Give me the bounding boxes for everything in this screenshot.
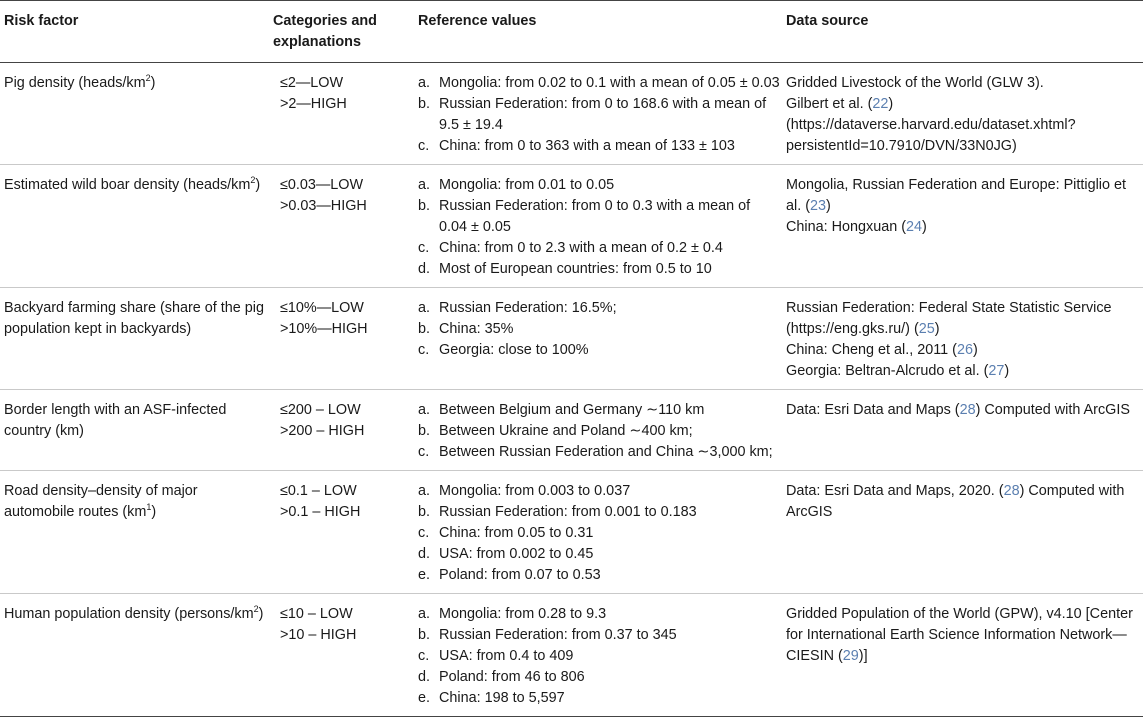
source-line	[786, 481, 1137, 523]
category-line: ≤200 – LOW	[280, 402, 361, 418]
reference-label: b.	[418, 198, 431, 214]
source-line	[786, 73, 1137, 94]
citation-number: 22	[872, 96, 889, 112]
reference-item	[418, 544, 780, 565]
category-line: >10 – HIGH	[280, 627, 357, 643]
source-text-suffix: )]	[858, 648, 868, 664]
reference-label: d.	[418, 546, 431, 562]
reference-label: c.	[418, 342, 430, 358]
category-line: >10%—HIGH	[280, 321, 368, 337]
risk-factor-suffix: )	[255, 177, 261, 193]
reference-label: c.	[418, 240, 430, 256]
citation-number: 23	[810, 198, 827, 214]
reference-item	[418, 421, 780, 442]
reference-label: c.	[418, 525, 430, 541]
table-row	[0, 471, 1143, 594]
source-text-suffix: ) Computed with ArcGIS	[975, 402, 1130, 418]
superscript: 1	[146, 502, 152, 512]
risk-factor-text: Pig density (heads/km	[4, 75, 146, 91]
source-text: Gridded Livestock of the World (GLW 3).	[786, 75, 1044, 91]
table-row	[0, 594, 1143, 717]
reference-label: c.	[418, 648, 430, 664]
reference-label: a.	[418, 402, 431, 418]
citation-number: 26	[956, 342, 973, 358]
reference-item	[418, 175, 780, 196]
table-row	[0, 63, 1143, 165]
table-row	[0, 165, 1143, 288]
source-text: Data: Esri Data and Maps (	[786, 402, 960, 418]
reference-label: b.	[418, 423, 431, 439]
source-text-suffix: )	[922, 219, 927, 235]
risk-factor-cell	[0, 471, 273, 594]
reference-item	[418, 646, 780, 667]
reference-list	[418, 298, 780, 361]
risk-factor-suffix: )	[151, 504, 157, 520]
source-line	[786, 361, 1137, 382]
source-text: Georgia: Beltran-Alcrudo et al. (	[786, 363, 989, 379]
reference-text: Poland: from 46 to 806	[439, 669, 585, 685]
reference-item	[418, 565, 780, 586]
citation-number: 25	[918, 321, 935, 337]
data-source-cell	[786, 63, 1143, 165]
reference-item	[418, 196, 780, 238]
reference-item	[418, 73, 780, 94]
source-line	[786, 298, 1137, 340]
source-text-suffix: )	[934, 321, 940, 337]
reference-list	[418, 400, 780, 463]
table-row	[0, 390, 1143, 471]
reference-text: Georgia: close to 100%	[439, 342, 589, 358]
reference-label: b.	[418, 96, 431, 112]
reference-text: Mongolia: from 0.01 to 0.05	[439, 177, 615, 193]
reference-label: b.	[418, 321, 431, 337]
table-header	[0, 1, 1143, 63]
source-line	[786, 175, 1137, 217]
header-risk-factor: Risk factor	[4, 13, 79, 29]
reference-text: Russian Federation: from 0 to 0.3 with a mean of 0.04 ± 0.05	[439, 198, 751, 235]
header-reference-values: Reference values	[418, 13, 537, 29]
category-line: ≤10%—LOW	[280, 300, 364, 316]
category-line: ≤2—LOW	[280, 75, 344, 91]
reference-item	[418, 340, 780, 361]
category-line: ≤10 – LOW	[280, 606, 353, 622]
reference-values-cell	[418, 471, 786, 594]
header-data-source: Data source	[786, 13, 869, 29]
source-line	[786, 340, 1137, 361]
categories-cell	[273, 63, 418, 165]
reference-values-cell	[418, 594, 786, 717]
superscript: 2	[253, 604, 259, 614]
source-text-suffix: )	[826, 198, 831, 214]
reference-text: Between Belgium and Germany ∼110 km	[439, 402, 705, 418]
category-line: ≤0.1 – LOW	[280, 483, 357, 499]
reference-values-cell	[418, 63, 786, 165]
superscript: 2	[145, 73, 151, 83]
reference-list	[418, 73, 780, 157]
reference-item	[418, 688, 780, 709]
reference-label: a.	[418, 300, 431, 316]
reference-text: USA: from 0.4 to 409	[439, 648, 574, 664]
reference-item	[418, 238, 780, 259]
reference-label: a.	[418, 75, 431, 91]
reference-item	[418, 523, 780, 544]
table-body	[0, 63, 1143, 717]
reference-text: China: from 0 to 363 with a mean of 133 ± 103	[439, 138, 735, 154]
category-line: >0.03—HIGH	[280, 198, 367, 214]
data-source-cell	[786, 594, 1143, 717]
reference-label: e.	[418, 690, 431, 706]
data-source-cell	[786, 165, 1143, 288]
reference-text: China: 198 to 5,597	[439, 690, 565, 706]
risk-factor-text: Backyard farming share (share of the pig population kept in backyards)	[4, 300, 264, 337]
reference-item	[418, 136, 780, 157]
categories-cell	[273, 390, 418, 471]
citation-number: 27	[988, 363, 1005, 379]
reference-item	[418, 442, 780, 463]
reference-label: a.	[418, 177, 431, 193]
reference-text: Between Ukraine and Poland ∼400 km;	[439, 423, 693, 439]
reference-text: USA: from 0.002 to 0.45	[439, 546, 594, 562]
category-line: >200 – HIGH	[280, 423, 365, 439]
risk-factor-suffix: )	[150, 75, 156, 91]
source-text: China: Hongxuan (	[786, 219, 906, 235]
risk-factor-cell	[0, 165, 273, 288]
reference-text: China: from 0 to 2.3 with a mean of 0.2 ± 0.4	[439, 240, 723, 256]
risk-factor-text: Estimated wild boar density (heads/km	[4, 177, 251, 193]
category-line: >2—HIGH	[280, 96, 347, 112]
citation-number: 24	[906, 219, 923, 235]
data-source-cell	[786, 390, 1143, 471]
reference-item	[418, 319, 780, 340]
source-text: Data: Esri Data and Maps, 2020. (	[786, 483, 1004, 499]
reference-list	[418, 175, 780, 280]
reference-text: Mongolia: from 0.28 to 9.3	[439, 606, 607, 622]
source-text: Russian Federation: Federal State Statistic Service (https://eng.gks.ru/) (	[786, 300, 1112, 337]
reference-text: Mongolia: from 0.02 to 0.1 with a mean of 0.05 ± 0.03	[439, 75, 780, 91]
categories-cell	[273, 288, 418, 390]
reference-label: d.	[418, 261, 431, 277]
reference-label: b.	[418, 627, 431, 643]
reference-text: Mongolia: from 0.003 to 0.037	[439, 483, 631, 499]
risk-factor-text: Human population density (persons/km	[4, 606, 254, 622]
source-line	[786, 400, 1137, 421]
risk-factor-cell	[0, 390, 273, 471]
citation-number: 28	[959, 402, 976, 418]
reference-text: Most of European countries: from 0.5 to 10	[439, 261, 712, 277]
reference-item	[418, 481, 780, 502]
reference-item	[418, 502, 780, 523]
risk-factor-text: Border length with an ASF-infected country (km)	[4, 402, 227, 439]
risk-factor-text: Road density–density of major automobile routes (km	[4, 483, 198, 520]
source-text-suffix: ) Computed with ArcGIS	[786, 483, 1125, 520]
source-line	[786, 217, 1137, 238]
source-text: Gridded Population of the World (GPW), v4.10 [Center for International Earth Science Information Network—CIESIN (	[786, 606, 1133, 664]
source-text-suffix: ) (https://dataverse.harvard.edu/dataset.xhtml?persistentId=10.7910/DVN/33N0JG)	[786, 96, 1076, 154]
reference-values-cell	[418, 165, 786, 288]
categories-cell	[273, 165, 418, 288]
category-line: ≤0.03—LOW	[280, 177, 364, 193]
reference-values-cell	[418, 288, 786, 390]
categories-cell	[273, 471, 418, 594]
data-source-cell	[786, 471, 1143, 594]
reference-item	[418, 625, 780, 646]
reference-item	[418, 400, 780, 421]
reference-text: China: 35%	[439, 321, 514, 337]
reference-label: c.	[418, 444, 430, 460]
reference-label: d.	[418, 669, 431, 685]
citation-number: 28	[1003, 483, 1020, 499]
table-row	[0, 288, 1143, 390]
data-source-cell	[786, 288, 1143, 390]
reference-item	[418, 94, 780, 136]
reference-label: a.	[418, 606, 431, 622]
risk-factor-suffix: )	[258, 606, 264, 622]
reference-text: China: from 0.05 to 0.31	[439, 525, 594, 541]
reference-item	[418, 604, 780, 625]
source-text-suffix: )	[1004, 363, 1010, 379]
reference-label: e.	[418, 567, 431, 583]
risk-factor-cell	[0, 63, 273, 165]
source-line	[786, 604, 1137, 667]
reference-label: a.	[418, 483, 431, 499]
reference-text: Russian Federation: from 0.37 to 345	[439, 627, 677, 643]
risk-factor-cell	[0, 594, 273, 717]
reference-text: Between Russian Federation and China ∼3,000 km;	[439, 444, 773, 460]
source-text-suffix: )	[972, 342, 978, 358]
category-line: >0.1 – HIGH	[280, 504, 361, 520]
source-text: Gilbert et al. (	[786, 96, 873, 112]
citation-number: 29	[842, 648, 859, 664]
reference-values-cell	[418, 390, 786, 471]
reference-item	[418, 667, 780, 688]
superscript: 2	[250, 175, 256, 185]
categories-cell	[273, 594, 418, 717]
reference-text: Russian Federation: from 0 to 168.6 with a mean of 9.5 ± 19.4	[439, 96, 767, 133]
reference-item	[418, 259, 780, 280]
source-text: China: Cheng et al., 2011 (	[786, 342, 957, 358]
header-categories: Categories and explanations	[273, 13, 377, 50]
risk-factor-cell	[0, 288, 273, 390]
reference-label: c.	[418, 138, 430, 154]
source-text: Mongolia, Russian Federation and Europe: Pittiglio et al. (	[786, 177, 1126, 214]
reference-text: Russian Federation: 16.5%;	[439, 300, 617, 316]
reference-list	[418, 604, 780, 709]
source-line	[786, 94, 1137, 157]
reference-text: Russian Federation: from 0.001 to 0.183	[439, 504, 697, 520]
reference-item	[418, 298, 780, 319]
reference-label: b.	[418, 504, 431, 520]
reference-list	[418, 481, 780, 586]
reference-text: Poland: from 0.07 to 0.53	[439, 567, 601, 583]
